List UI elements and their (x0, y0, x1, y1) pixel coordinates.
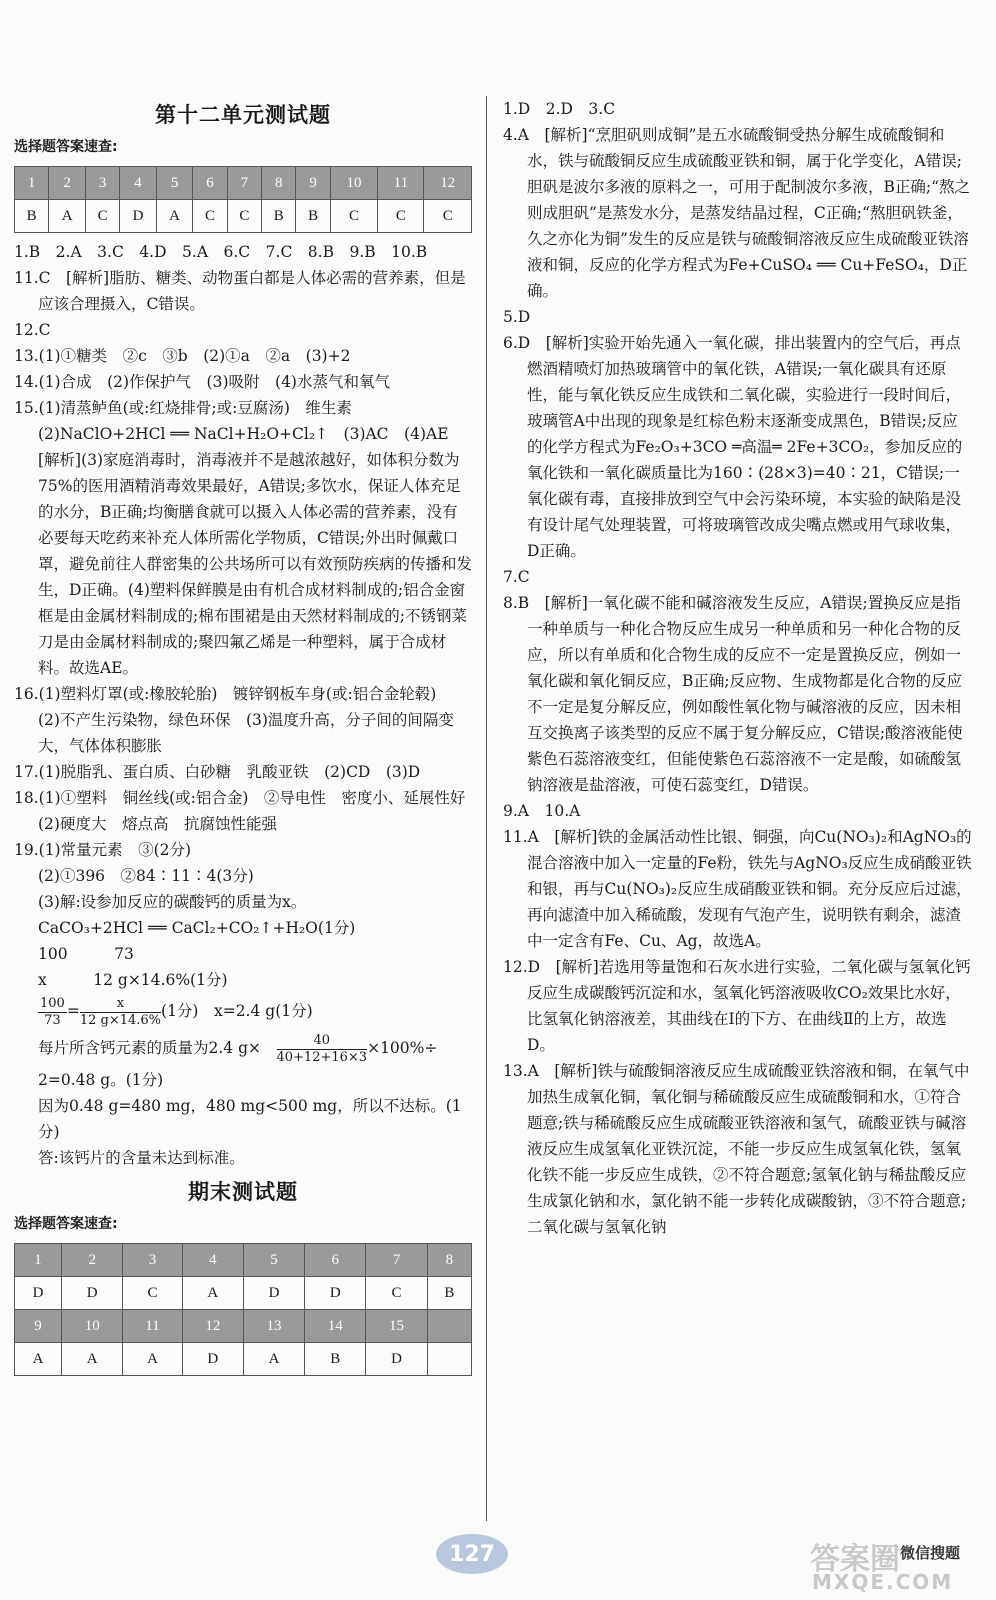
answer-cell: C (227, 200, 261, 233)
answer-line: 4.A [解析]“烹胆矾则成铜”是五水硫酸铜受热分解生成硫酸铜和水，铁与硫酸铜反应生成硫酸亚铁和铜，属于化学变化，A错误;胆矾是波尔多液的原料之一，可用于配制波尔多液，B正确;“熬之则成胆矾”是蒸发水分，是蒸发结晶过程，C正确;“熬胆矾铁釜，久之亦化为铜”发生的反应是铁与硫酸铜溶液反应生成硫酸亚铁溶液和铜，反应的化学方程式为Fe+CuSO₄ ══ Cu+FeSO₄，D正确。 (503, 126, 971, 300)
answer-line: 6.D [解析]实验开始先通入一氧化碳，排出装置内的空气后，再点燃酒精喷灯加热玻璃管中的氧化铁，A错误;一氧化碳具有还原性，能与氧化铁反应生成铁和二氧化碳，实验进行一段时间后，玻璃管A中出现的现象是红棕色粉末逐渐变成黑色，B错误;反应的化学方程式为Fe₂O₃+3CO ═高温═ 2Fe+3CO₂，参加反应的氧化铁和一氧化碳质量比为160∶(28×3)=40∶21，C错误;一氧化碳有毒，直接排放到空气中会污染环境，本实验的缺陷是没有设计尾气处理装置，可将玻璃管改成尖嘴点燃或用气球收集，D正确。 (503, 334, 963, 560)
answer-cell: C (85, 200, 119, 233)
answer-cell: B (296, 200, 330, 233)
question-number-cell: 4 (182, 1244, 243, 1277)
question-number-cell: 6 (305, 1244, 366, 1277)
answer-cell: B (305, 1343, 366, 1376)
answer-line: 11.A [解析]铁的金属活动性比银、铜强，向Cu(NO₃)₂和AgNO₃的混合溶液中加入一定量的Fe粉，铁先与AgNO₃反应生成硝酸亚铁和银，再与Cu(NO₃)₂反应生成硝酸亚铁和铜。充分反应后过滤，再向滤渣中加入稀硫酸，发现有气泡产生，说明铁有剩余，滤渣中一定含有Fe、Cu、Ag，故选A。 (503, 828, 972, 950)
answer-line: 9.A 10.A (503, 802, 581, 820)
answer-line: 2=0.48 g。(1分) (38, 1071, 164, 1089)
answer-cell: C (193, 200, 227, 233)
answer-cell: D (243, 1277, 304, 1310)
answer-cell: A (243, 1343, 304, 1376)
question-number-cell: 7 (227, 167, 261, 200)
question-number-cell: 5 (156, 167, 193, 200)
question-number-cell: 12 (182, 1310, 243, 1343)
answer-line: 5.D (503, 308, 531, 326)
watermark-url: MXQE.COM (812, 1570, 954, 1594)
answer-lookup-label: 选择题答案速查: (14, 139, 118, 155)
question-number-cell: 1 (15, 167, 49, 200)
answer-lookup-label-2: 选择题答案速查: (14, 1216, 118, 1232)
question-number-cell (427, 1310, 471, 1343)
answer-line: 19.(1)常量元素 ③(2分) (14, 841, 192, 859)
answer-cell: D (15, 1277, 62, 1310)
answer-line: 17.(1)脱脂乳、蛋白质、白砂糖 乳酸亚铁 (2)CD (3)D (14, 763, 421, 781)
answer-line: $\frac{100}{73}$ = $\frac{x}{12 g\times 14.6\%}$ (1分) x=2.4 g(1分) (40, 995, 313, 1028)
answer-line: (2)NaClO+2HCl ══ NaCl+H₂O+Cl₂↑ (3)AC (4)AE (38, 425, 449, 443)
answer-cell: C (123, 1277, 182, 1310)
answer-line: [解析](3)家庭消毒时，消毒液并不是越浓越好，如体积分数为75%的医用酒精消毒效果最好，A错误;多饮水，保证人体充足的水分，B正确;均衡膳食就可以摄入人体必需的营养素，没有必要每天吃药来补充人体所需化学物质，C错误;外出时佩戴口罩，避免前往人群密集的公共场所可以有效预防疾病的传播和发生，D正确。(4)塑料保鲜膜是由有机合成材料制成的;铝合金窗框是由金属材料制成的;棉布围裙是由天然材料制成的;不锈钢菜刀是由金属材料制成的;聚四氟乙烯是一种塑料，属于合成材料。故选AE。 (38, 451, 473, 677)
fraction: $\frac{100}{73}$ (40, 995, 65, 1028)
answer-line: 1.B 2.A 3.C 4.D 5.A 6.C 7.C 8.B 9.B 10.B (14, 243, 428, 261)
question-number-cell: 2 (49, 167, 86, 200)
fraction: $\frac{x}{12 g\times 14.6\%}$ (79, 995, 162, 1028)
right-column (503, 96, 973, 1240)
question-number-cell: 8 (262, 167, 296, 200)
question-number-cell: 12 (424, 167, 472, 200)
answer-cell: C (366, 1277, 427, 1310)
final-test-title: 期末测试题 (188, 1180, 298, 1204)
question-number-cell: 3 (85, 167, 119, 200)
answer-line: 13.A [解析]铁与硫酸铜溶液反应生成硫酸亚铁溶液和铜，在氧气中加热生成氧化铜，氧化铜与稀硫酸反应生成硫酸铜和水，①符合题意;铁与稀硫酸反应生成硫酸亚铁溶液和氢气，硫酸亚铁与碱溶液反应生成氢氧化亚铁沉淀，不能一步反应生成氢氧化铁，氢氧化铁不能一步反应生成铁，②不符合题意;氢氧化钠与稀盐酸反应生成氯化钠和水，氯化钠不能一步转化成碳酸钠，③不符合题意;二氧化碳与氢氧化钠 (503, 1062, 970, 1236)
answer-line: 14.(1)合成 (2)作保护气 (3)吸附 (4)水蒸气和氧气 (14, 373, 390, 391)
answer-line: 1.D 2.D 3.C (503, 100, 616, 118)
answer-line: 7.C (503, 568, 530, 586)
column-divider (486, 96, 487, 1521)
answer-cell: A (123, 1343, 182, 1376)
answer-line: 每片所含钙元素的质量为2.4 g× $\frac{40}{40+12+16\times 3}$ ×100%÷ (38, 1032, 438, 1065)
page-number: 127 (436, 1534, 508, 1574)
answer-cell: A (156, 200, 193, 233)
answer-line: 12.C (14, 321, 51, 339)
question-number-cell: 11 (123, 1310, 182, 1343)
answer-line: x 12 g×14.6%(1分) (38, 971, 228, 989)
answer-cell: D (366, 1343, 427, 1376)
watermark-logo: 答案圈 (810, 1542, 900, 1577)
question-number-cell: 11 (378, 167, 424, 200)
answer-line: 11.C [解析]脂肪、糖类、动物蛋白都是人体必需的营养素，但是应该合理摄入，C错误。 (14, 269, 466, 313)
question-number-cell: 13 (243, 1310, 304, 1343)
answer-cell: B (262, 200, 296, 233)
answer-cell: A (49, 200, 86, 233)
answer-table-final (14, 1243, 472, 1376)
right-answers (503, 96, 973, 1240)
answer-cell: A (15, 1343, 62, 1376)
question-number-cell: 10 (62, 1310, 123, 1343)
answer-cell: A (62, 1343, 123, 1376)
answer-cell: D (305, 1277, 366, 1310)
question-number-cell: 1 (15, 1244, 62, 1277)
question-number-cell: 2 (62, 1244, 123, 1277)
answer-cell: C (378, 200, 424, 233)
answer-line: 18.(1)①塑料 铜丝线(或:铝合金) ②导电性 密度小、延展性好 (2)硬度大 熔点高 抗腐蚀性能强 (14, 789, 481, 833)
answer-line: 12.D [解析]若选用等量饱和石灰水进行实验，二氧化碳与氢氧化钙反应生成碳酸钙沉淀和水，氢氧化钙溶液吸收CO₂效果比水好，比氢氧化钠溶液差，其曲线在Ⅰ的下方、在曲线Ⅱ的上方，故选D。 (503, 958, 971, 1054)
answer-line: 8.B [解析]一氧化碳不能和碱溶液发生反应，A错误;置换反应是指一种单质与一种化合物反应生成另一种单质和另一种化合物的反应，所以有单质和化合物生成的反应不一定是置换反应，例如一氧化碳和氧化铜反应，B正确;反应物、生成物都是化合物的反应不一定是复分解反应，例如酸性氧化物与碱溶液的反应，因未相互交换离子该类型的反应不属于复分解反应，C错误;酸溶液能使紫色石蕊溶液变红，但能使紫色石蕊溶液不一定是酸，如硫酸氢钠溶液是盐溶液，可使石蕊变红，D错误。 (503, 594, 963, 794)
question-number-cell: 6 (193, 167, 227, 200)
answer-cell: A (182, 1277, 243, 1310)
answer-cell: D (120, 200, 157, 233)
question-number-cell: 9 (15, 1310, 62, 1343)
question-number-cell: 15 (366, 1310, 427, 1343)
left-column (14, 96, 481, 1382)
question-number-cell: 7 (366, 1244, 427, 1277)
answer-line: 13.(1)①糖类 ②c ③b (2)①a ②a (3)+2 (14, 347, 351, 365)
question-number-cell: 14 (305, 1310, 366, 1343)
answer-line: 15.(1)清蒸鲈鱼(或:红烧排骨;或:豆腐汤) 维生素 (14, 399, 352, 417)
answer-line: 16.(1)塑料灯罩(或:橡胶轮胎) 镀锌钢板车身(或:铝合金轮毂) (2)不产生污染物，绿色环保 (3)温度升高，分子间的间隔变大，气体体积膨胀 (14, 685, 454, 755)
question-number-cell: 10 (330, 167, 378, 200)
answer-line: 答:该钙片的含量未达到标准。 (38, 1149, 245, 1167)
answer-cell: D (182, 1343, 243, 1376)
answer-cell: B (15, 200, 49, 233)
question-number-cell: 8 (427, 1244, 471, 1277)
answer-cell: D (62, 1277, 123, 1310)
answer-cell: B (427, 1277, 471, 1310)
fraction: $\frac{40}{40+12+16\times 3}$ (276, 1032, 368, 1065)
question-number-cell: 3 (123, 1244, 182, 1277)
answer-line: 因为0.48 g=480 mg，480 mg<500 mg，所以不达标。(1分) (38, 1097, 462, 1141)
corner-label: 微信搜题 (900, 1544, 961, 1562)
answer-line: (2)①396 ②84∶11∶4(3分) (38, 867, 254, 885)
left-answers (14, 239, 481, 1171)
question-number-cell: 5 (243, 1244, 304, 1277)
answer-table-unit12 (14, 166, 472, 233)
answer-line: 100 73 (38, 945, 134, 963)
answer-cell (427, 1343, 471, 1376)
question-number-cell: 9 (296, 167, 330, 200)
unit-test-title: 第十二单元测试题 (155, 103, 331, 127)
answer-line: (3)解:设参加反应的碳酸钙的质量为x。 (38, 893, 307, 911)
question-number-cell: 4 (120, 167, 157, 200)
answer-line: CaCO₃+2HCl ══ CaCl₂+CO₂↑+H₂O(1分) (38, 919, 356, 937)
answer-cell: C (330, 200, 378, 233)
answer-cell: C (424, 200, 472, 233)
